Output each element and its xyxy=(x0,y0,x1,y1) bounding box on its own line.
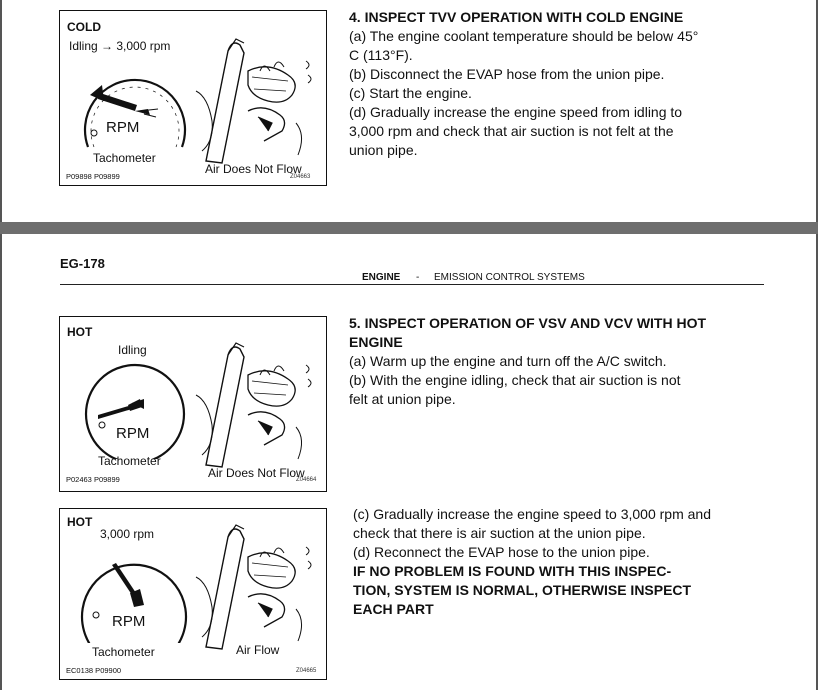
step-4-title: 4. INSPECT TVV OPERATION WITH COLD ENGINE xyxy=(349,9,684,25)
tachometer-gauge xyxy=(80,359,190,459)
rpm-label: RPM xyxy=(112,613,146,630)
tachometer-gauge xyxy=(74,55,194,151)
tachometer-label: Tachometer xyxy=(92,645,155,659)
section-separator: - xyxy=(416,272,420,283)
figure-codes: P02463 P09899 xyxy=(66,475,120,484)
section-name: ENGINE xyxy=(362,272,401,283)
step-4-line: union pipe. xyxy=(349,142,418,158)
cold-engine-figure xyxy=(59,10,327,186)
speed-label: 3,000 rpm xyxy=(100,527,155,541)
figure-codes: EC0138 P09900 xyxy=(66,666,122,675)
hot-3000rpm-figure xyxy=(59,508,327,680)
step-5-line: (d) Reconnect the EVAP hose to the union pipe. xyxy=(353,544,650,560)
engine-hose-illustration xyxy=(188,335,323,475)
conclusion-note-line: EACH PART xyxy=(353,601,434,617)
step-4-line: 3,000 rpm and check that air suction is not felt at the xyxy=(349,123,674,139)
header-rule xyxy=(60,284,764,285)
figure-id: Z04665 xyxy=(296,668,317,674)
speed-label: Idling → 3,000 rpm xyxy=(69,39,171,53)
condition-label: HOT xyxy=(67,325,93,339)
step-4-line: (d) Gradually increase the engine speed from idling to xyxy=(349,104,683,120)
step-5-line: (a) Warm up the engine and turn off the A/C switch. xyxy=(349,353,667,369)
step-4-line: (c) Start the engine. xyxy=(349,85,472,101)
engine-hose-illustration xyxy=(188,31,323,171)
manual-page-top xyxy=(0,0,818,222)
manual-page-bottom xyxy=(0,234,818,690)
condition-label: HOT xyxy=(67,515,93,529)
conclusion-note-line: IF NO PROBLEM IS FOUND WITH THIS INSPEC- xyxy=(353,563,672,579)
step-5-line: (b) With the engine idling, check that air suction is not xyxy=(349,372,681,388)
step-5-line: (c) Gradually increase the engine speed to 3,000 rpm and xyxy=(353,506,711,522)
air-caption: Air Flow xyxy=(236,643,280,657)
tachometer-label: Tachometer xyxy=(98,454,161,468)
step-5-title: 5. INSPECT OPERATION OF VSV AND VCV WITH HOT xyxy=(349,315,707,331)
engine-hose-illustration xyxy=(188,517,323,657)
step-5-line: felt at union pipe. xyxy=(349,391,456,407)
step-5-line: check that there is air suction at the union pipe. xyxy=(353,525,646,541)
conclusion-note-line: TION, SYSTEM IS NORMAL, OTHERWISE INSPECT xyxy=(353,582,692,598)
figure-id: Z04664 xyxy=(296,477,317,483)
figure-id: Z04663 xyxy=(290,174,311,180)
step-5-title-cont: ENGINE xyxy=(349,334,403,350)
rpm-label: RPM xyxy=(106,119,140,136)
subsection-name: EMISSION CONTROL SYSTEMS xyxy=(434,272,585,283)
step-4-line: (b) Disconnect the EVAP hose from the union pipe. xyxy=(349,66,665,82)
page-number: EG-178 xyxy=(60,256,105,271)
step-4-line: (a) The engine coolant temperature should be below 45° xyxy=(349,28,699,44)
figure-codes: P09898 P09899 xyxy=(66,172,120,181)
step-4-line: C (113°F). xyxy=(349,47,413,63)
condition-label: COLD xyxy=(67,20,101,34)
rpm-label: RPM xyxy=(116,425,150,442)
air-caption: Air Does Not Flow xyxy=(208,466,305,480)
hot-idle-figure xyxy=(59,316,327,492)
speed-label: Idling xyxy=(118,343,147,357)
air-caption: Air Does Not Flow xyxy=(205,162,302,176)
tachometer-label: Tachometer xyxy=(93,151,156,165)
page-separator xyxy=(0,222,818,234)
